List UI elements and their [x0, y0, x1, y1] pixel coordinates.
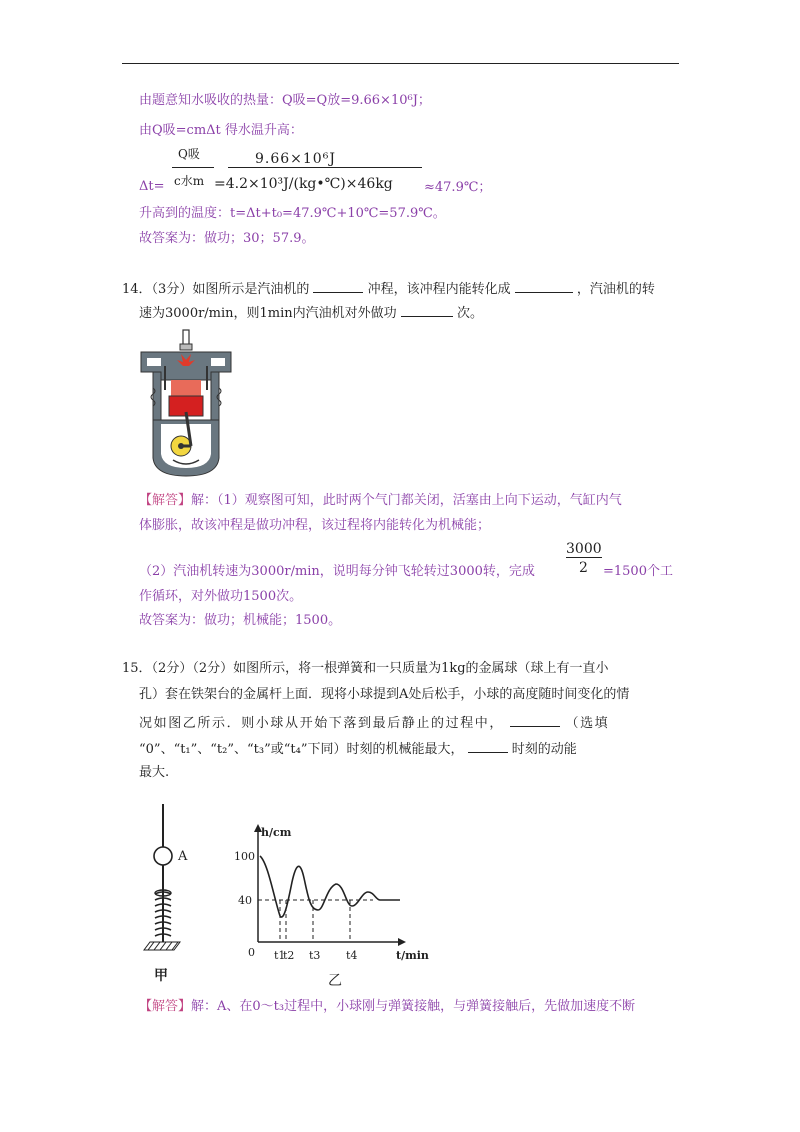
ans14-line4: 作循环，对外做功1500次。 — [139, 589, 303, 604]
q15-text-d: 时刻的动能 — [511, 742, 577, 757]
q15-line2: 孔）套在铁架台的金属杆上面．现将小球提到A处后松手，小球的高度随时间变化的情 — [139, 687, 630, 702]
height-time-graph — [228, 818, 438, 994]
fraction-denominator-left: c水m — [174, 174, 205, 188]
q14-line2 — [139, 302, 483, 323]
q15-line1: 15．（2分）（2分）如图所示，将一根弹簧和一只质量为1kg的金属球（球上有一直小 — [122, 661, 609, 676]
label-yi: 乙 — [328, 973, 342, 989]
ans14-line1 — [139, 492, 622, 510]
ans14-frac-num: 3000 — [566, 541, 602, 557]
spring-apparatus-figure — [138, 800, 208, 996]
q14-text-b: 冲程，该冲程内能转化成 — [367, 282, 511, 297]
header-rule — [122, 63, 679, 64]
ans14-frac-den: 2 — [579, 560, 588, 576]
q15-text-b: （选填 — [565, 716, 610, 731]
q15-blank-1[interactable] — [510, 712, 560, 727]
delta-t-label: Δt= — [139, 179, 165, 194]
q14-blank-3[interactable] — [401, 302, 453, 317]
ans14-frac-bar — [566, 557, 602, 558]
t2-label: t2 — [283, 949, 295, 962]
q14-blank-2[interactable] — [515, 278, 573, 293]
ans14-line3b: =1500个工 — [603, 564, 673, 579]
ans14-line5: 故答案为：做功；机械能；1500。 — [139, 613, 342, 628]
ans15-tag: 【解答】 — [139, 999, 192, 1014]
t3-label: t3 — [309, 949, 321, 962]
height-curve — [260, 856, 400, 917]
q14-text-a: 14．（3分）如图所示是汽油机的 — [122, 282, 310, 297]
ans15-line1 — [139, 998, 635, 1016]
label-jia: 甲 — [154, 968, 168, 984]
y-tick-100: 100 — [234, 850, 255, 863]
fraction-denominator-right: =4.2×10³J/(kg•℃)×46kg — [214, 176, 393, 192]
q14-blank-1[interactable] — [313, 278, 363, 293]
sol13-line2: 由Q吸=cmΔt 得水温升高： — [139, 123, 303, 138]
origin-label: 0 — [248, 946, 255, 959]
ans15-text-1: 解：A、在0～t₃过程中，小球刚与弹簧接触，与弹簧接触后，先做加速度不断 — [191, 999, 636, 1014]
q15-blank-2[interactable] — [468, 738, 508, 753]
q15-line4 — [139, 738, 577, 759]
engine-diagram — [139, 328, 239, 480]
approx-result: ≈47.9℃； — [424, 180, 492, 195]
q14-line1 — [122, 278, 655, 299]
fraction-numerator-right: 9.66×10⁶J — [255, 151, 336, 167]
t4-label: t4 — [346, 949, 358, 962]
ans14-text-1: 解：（1）观察图可知，此时两个气门都关闭，活塞由上向下运动，气缸内气 — [191, 493, 622, 508]
fraction-bar-right — [228, 167, 422, 168]
y-axis-label: h/cm — [261, 826, 292, 839]
sol13-line4: 升高到的温度：t=Δt+t₀=47.9℃+10℃=57.9℃。 — [139, 206, 446, 221]
q14-text-d: 速为3000r/min，则1min内汽油机对外做功 — [139, 306, 397, 321]
q15-line3 — [139, 712, 609, 733]
label-a: A — [178, 849, 188, 864]
sol13-line5: 故答案为：做功；30；57.9。 — [139, 231, 315, 246]
sol13-line1: 由题意知水吸收的热量：Q吸=Q放=9.66×10⁶J； — [139, 93, 431, 108]
fraction-numerator-left: Q吸 — [178, 147, 200, 161]
t1-label: t1 — [274, 949, 286, 962]
q15-text-a: 况如图乙所示．则小球从开始下落到最后静止的过程中， — [139, 716, 505, 731]
fraction-bar-left — [172, 167, 214, 168]
x-axis-label: t/min — [396, 949, 429, 962]
q15-text-c: “0”、“t₁”、“t₂”、“t₃”或“t₄”下同）时刻的机械能最大， — [139, 742, 464, 757]
q14-text-c: ，汽油机的转 — [576, 282, 655, 297]
ans14-line3a: （2）汽油机转速为3000r/min，说明每分钟飞轮转过3000转，完成 — [139, 564, 535, 579]
ans14-line2: 体膨胀，故该冲程是做功冲程，该过程将内能转化为机械能； — [139, 518, 491, 533]
y-tick-40: 40 — [238, 894, 252, 907]
q15-line5: 最大. — [139, 765, 170, 780]
ans14-tag: 【解答】 — [139, 493, 192, 508]
q14-text-e: 次。 — [456, 306, 483, 321]
